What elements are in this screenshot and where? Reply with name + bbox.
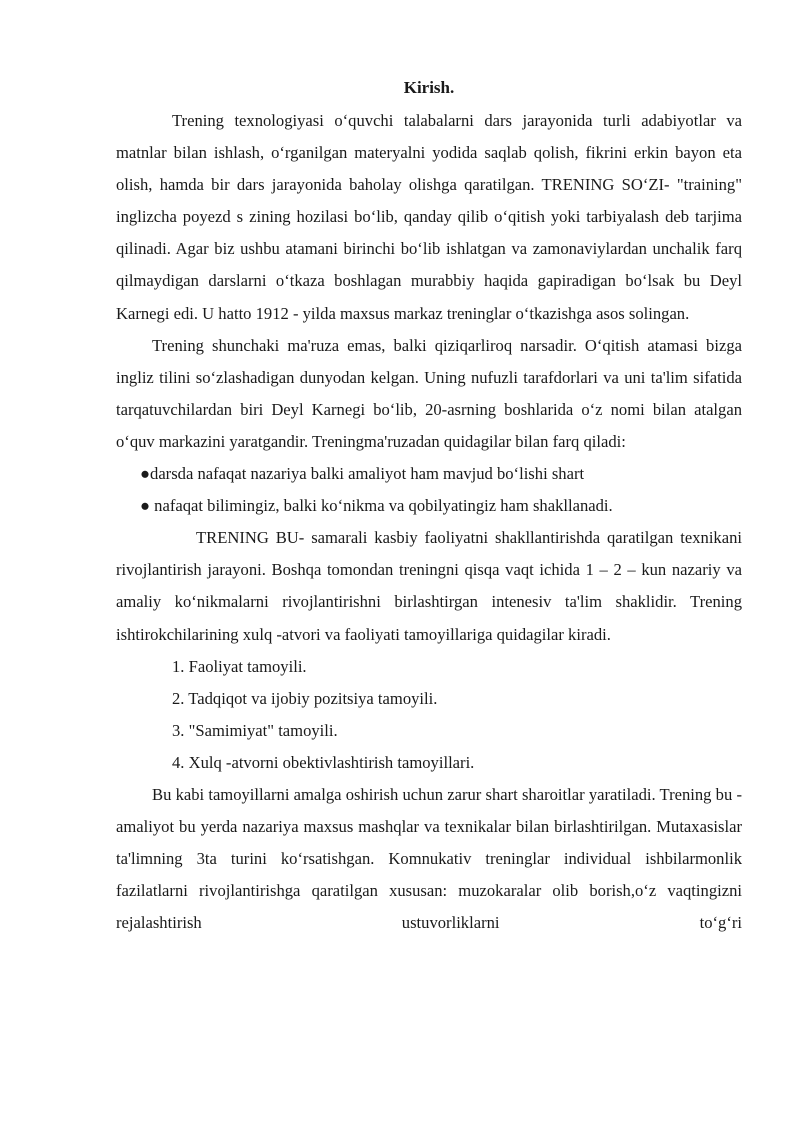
document-page [116, 77, 742, 939]
intro-paragraph: Trening texnologiyasi o‘quvchi talabalarni dars jarayonida turli adabiyotlar va matnlar bilan ishlash, o‘rganilgan materyalni yodida saqlab qolish, fikrini erkin bayon eta olish, hamda bir dars jarayonida baholay olishga qaratilgan. TRENING SO‘ZI- "training" inglizcha poyezd s zining hozilasi bo‘lib, qanday qilib o‘qitish yoki tarbiyalash deb tarjima qilinadi. Agar biz ushbu atamani birinchi bo‘lib ishlatgan va zamonaviylardan unchalik farq qilmaydigan darslarni o‘tkaza boshlagan murabbiy haqida gapiradigan bo‘lsak bu Deyl Karnegi edi. U hatto 1912 - yilda maxsus markaz treninglar o‘tkazishga asos solingan. [116, 111, 742, 323]
principle-item: 2. Tadqiqot va ijobiy pozitsiya tamoyili. [172, 688, 438, 708]
training-paragraph: Trening shunchaki ma'ruza emas, balki qiziqarliroq narsadir. O‘qitish atamasi bizga ingliz tilini so‘zlashadigan dunyodan kelgan. Uning nufuzli tarafdorlari va uni ta'lim sifatida tarqatuvchilardan biri Deyl Karnegi bo‘lib, 20-asrning boshlarida o‘z nomi bilan atalgan o‘quv markazini yaratgandir. Treningma'ruzadan quidagilar bilan farq qiladi: [116, 335, 742, 451]
bullet-item: ● nafaqat bilimingiz, balki ko‘nikma va qobilyatingiz ham shakllanadi. [140, 496, 613, 516]
bullet-list [116, 458, 742, 522]
document-title: Kirish. [403, 78, 455, 97]
principle-item: 1. Faoliyat tamoyili. [172, 656, 307, 676]
principle-item: 4. Xulq -atvorni obektivlashtirish tamoyillari. [172, 752, 475, 772]
bullet-item: ●darsda nafaqat nazariya balki amaliyot ham mavjud bo‘lishi shart [140, 464, 585, 484]
principle-item: 3. "Samimiyat" tamoyili. [172, 720, 338, 740]
principles-list [116, 651, 742, 779]
definition-paragraph: TRENING BU- samarali kasbiy faoliyatni shakllantirishda qaratilgan texnikani rivojlantirish jarayoni. Boshqa tomondan treningni qisqa vaqt ichida 1 – 2 – kun nazariy va amaliy ko‘nikmalarni rivojlantirishni birlashtirgan intenesiv ta'lim shaklidir. Trening ishtirokchilarining xulq -atvori va faoliyati tamoyillariga quidagilar kiradi. [116, 528, 742, 644]
conclusion-paragraph: Bu kabi tamoyillarni amalga oshirish uchun zarur shart sharoitlar yaratiladi. Trening bu - amaliyot bu yerda nazariya maxsus mashqlar va texnikalar bilan birlashtirilgan. Mutaxasislar ta'limning 3ta turini ko‘rsatishgan. Komnukativ treninglar individual ishbilarmonlik fazilatlarni rivojlantirishga qaratilgan xususan: muzokaralar olib borish,o‘z vaqtingizni rejalashtirish ustuvorliklarni to‘g‘ri [116, 784, 742, 933]
